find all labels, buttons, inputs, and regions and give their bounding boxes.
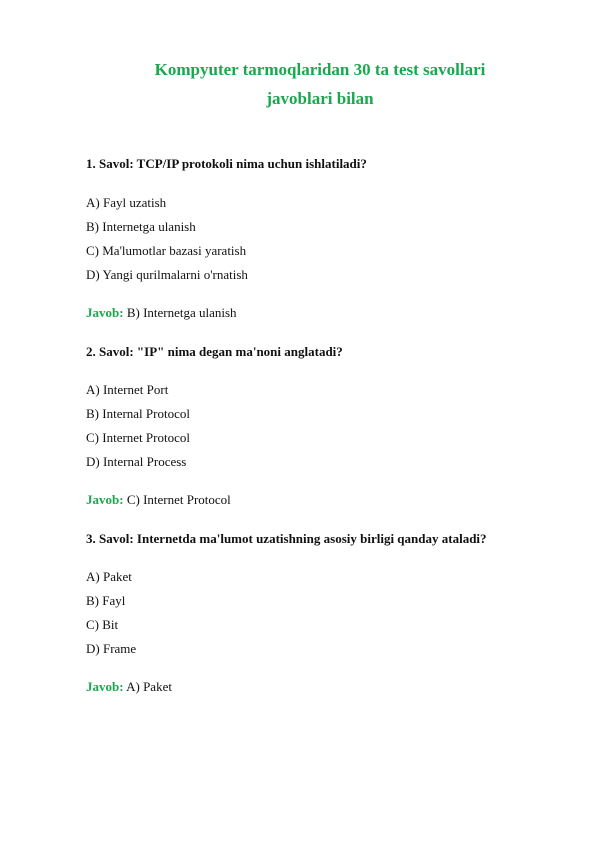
question-3-option-c: C) Bit bbox=[86, 617, 119, 632]
question-3-option-d: D) Frame bbox=[86, 641, 137, 656]
answer-label: Javob: bbox=[86, 492, 124, 507]
question-2-option-c: C) Internet Protocol bbox=[86, 430, 190, 445]
answer-value: B) Internetga ulanish bbox=[123, 305, 237, 320]
question-2-answer bbox=[86, 492, 231, 508]
question-2: 2. Savol: "IP" nima degan ma'noni anglatadi? bbox=[86, 344, 343, 359]
document-title-line-1: Kompyuter tarmoqlaridan 30 ta test savollari bbox=[154, 60, 486, 79]
question-3-answer bbox=[86, 679, 172, 695]
answer-value: C) Internet Protocol bbox=[123, 492, 231, 507]
question-2-option-d: D) Internal Process bbox=[86, 454, 187, 469]
question-3: 3. Savol: Internetda ma'lumot uzatishning asosiy birligi qanday ataladi? bbox=[86, 531, 487, 546]
question-1-option-d: D) Yangi qurilmalarni o'rnatish bbox=[86, 267, 248, 282]
answer-value: A) Paket bbox=[123, 679, 172, 694]
question-2-option-a: A) Internet Port bbox=[86, 382, 169, 397]
question-3-option-b: B) Fayl bbox=[86, 593, 126, 608]
answer-label: Javob: bbox=[86, 305, 124, 320]
document-title-line-2: javoblari bilan bbox=[266, 89, 374, 108]
question-1-option-b: B) Internetga ulanish bbox=[86, 219, 196, 234]
question-1-option-a: A) Fayl uzatish bbox=[86, 195, 167, 210]
question-3-option-a: A) Paket bbox=[86, 569, 132, 584]
question-2-option-b: B) Internal Protocol bbox=[86, 406, 190, 421]
question-1: 1. Savol: TCP/IP protokoli nima uchun ishlatiladi? bbox=[86, 156, 367, 171]
answer-label: Javob: bbox=[86, 679, 124, 694]
question-1-option-c: C) Ma'lumotlar bazasi yaratish bbox=[86, 243, 247, 258]
question-1-answer bbox=[86, 305, 237, 321]
